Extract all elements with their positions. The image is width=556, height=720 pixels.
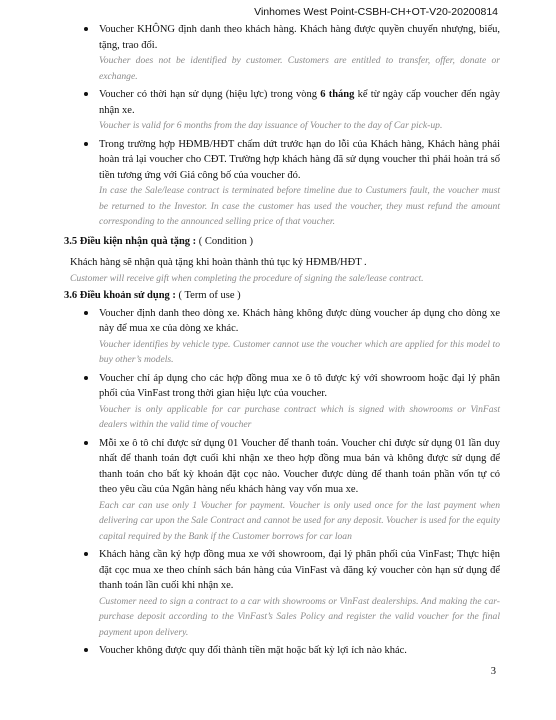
page-number: 3 bbox=[490, 666, 496, 677]
bullet-item bbox=[80, 643, 500, 659]
bullet-text-vi-bold: 6 tháng bbox=[320, 89, 355, 100]
bullet-text-en: Voucher is valid for 6 months from the day issuance of Voucher to the day of Car pick-up. bbox=[99, 120, 443, 131]
section-heading-subtitle: ( Term of use ) bbox=[175, 290, 241, 301]
bullet-item bbox=[80, 22, 500, 84]
section-heading-title: 3.5 Điều kiện nhận quà tặng : bbox=[64, 235, 197, 247]
section-heading-3-5 bbox=[64, 234, 500, 250]
bullet-item bbox=[80, 436, 500, 545]
bullet-text-en: In case the Sale/lease contract is terminated before timeline due to Custumers fault, the voucher must be returned to the Investor. In case the customer has used the voucher, they must refund the amount corresponding to the announced selling price of that voucher. bbox=[99, 185, 500, 227]
bullet-item bbox=[80, 371, 500, 433]
section-3-5-text-en: Customer will receive gift when completing the procedure of signing the sale/lease contract. bbox=[70, 272, 424, 284]
section-3-5-text-vi: Khách hàng sẽ nhận quà tặng khi hoàn thành thủ tục ký HĐMB/HĐT . bbox=[70, 257, 367, 268]
bullet-dot-icon bbox=[84, 311, 88, 315]
document-code-header: Vinhomes West Point-CSBH-CH+OT-V20-20200814 bbox=[254, 6, 498, 18]
document-body bbox=[64, 22, 500, 662]
bullet-text-vi: Voucher định danh theo dòng xe. Khách hàng không được dùng voucher áp dụng cho dòng xe này để mua xe của dòng xe khác. bbox=[99, 307, 500, 334]
bullet-text-vi: Voucher KHÔNG định danh theo khách hàng. Khách hàng được quyền chuyển nhượng, biếu, tặng, trao đổi. bbox=[99, 24, 500, 51]
bullet-text-en: Voucher does not be identified by customer. Customers are entitled to transfer, offer, donate or exchange. bbox=[99, 55, 500, 82]
bullet-item bbox=[80, 547, 500, 640]
section-heading-subtitle: ( Condition ) bbox=[196, 235, 254, 247]
bullet-text-vi-part: Voucher có thời hạn sử dụng (hiệu lực) trong vòng bbox=[99, 89, 321, 100]
bullet-dot-icon bbox=[84, 27, 88, 31]
section-heading-title: 3.6 Điều khoản sử dụng : bbox=[64, 290, 176, 301]
bullet-dot-icon bbox=[84, 376, 88, 380]
bullet-dot-icon bbox=[84, 648, 88, 652]
bullet-dot-icon bbox=[84, 552, 88, 556]
bullet-text-vi: Mỗi xe ô tô chỉ được sử dụng 01 Voucher để thanh toán. Voucher chỉ được sử dụng 01 lần duy nhất để thanh toán đợt cuối khi nhận xe theo hợp đồng mua bán và không được sử dụng để thanh toán cho bất kỳ khoản đặt cọc nào. Voucher được dùng để thanh toán phần vốn tự có theo yêu cầu của Ngân hàng nếu khách hàng vay vốn mua xe. bbox=[99, 437, 500, 495]
bullet-item bbox=[80, 137, 500, 230]
bullet-text-vi-part: kể từ ngày cấp voucher đến ngày nhận xe. bbox=[99, 89, 500, 116]
bullet-text-vi: Khách hàng cần ký hợp đồng mua xe với showroom, đại lý phân phối của VinFast; Thực hiện đặt cọc mua xe theo chính sách bán hàng của VinFast và đăng ký voucher còn hạn sử dụng để thanh toán lần cuối khi nhận xe. bbox=[99, 549, 500, 591]
bullet-text-vi: Voucher chỉ áp dụng cho các hợp đồng mua xe ô tô được ký với showroom hoặc đại lý phân phối của VinFast trong thời gian hiệu lực của voucher. bbox=[99, 372, 500, 399]
bullet-text-en: Voucher identifies by vehicle type. Customer cannot use the voucher which are applied for this model to buy other’s models. bbox=[99, 338, 500, 365]
bullet-dot-icon bbox=[84, 441, 88, 445]
bullet-item bbox=[80, 87, 500, 134]
bullet-text-vi: Voucher không được quy đổi thành tiền mặt hoặc bất kỳ lợi ích nào khác. bbox=[99, 645, 407, 656]
bullet-text-en: Each car can use only 1 Voucher for payment. Voucher is only used once for the last payment when delivering car upon the Sale Contract and cannot be used for any deposit. Voucher is used for the equity capital required by the Bank if the Customer borrows for car loan bbox=[99, 499, 500, 542]
bullet-dot-icon bbox=[84, 92, 88, 96]
bullet-text-en: Voucher is only applicable for car purchase contract which is signed with showrooms or VinFast dealers within the valid time of voucher bbox=[99, 403, 500, 430]
bullet-text-vi: Trong trường hợp HĐMB/HĐT chấm dứt trước hạn do lỗi của Khách hàng, Khách hàng phải hoàn trả lại voucher cho CĐT. Trường hợp khách hàng đã sử dụng voucher thì phải hoàn trả số tiền tương ứng với Giá công bố của voucher đó. bbox=[99, 138, 500, 181]
bullet-item bbox=[80, 306, 500, 368]
section-heading-3-6 bbox=[64, 288, 500, 304]
bullet-text-vi bbox=[99, 87, 500, 118]
bullet-text-en: Customer need to sign a contract to a car with showrooms or VinFast dealerships. And making the car-purchase deposit according to the VinFast’s Sales Policy and register the valid voucher for the final payment upon delivery. bbox=[99, 595, 500, 638]
bullet-dot-icon bbox=[84, 142, 88, 146]
